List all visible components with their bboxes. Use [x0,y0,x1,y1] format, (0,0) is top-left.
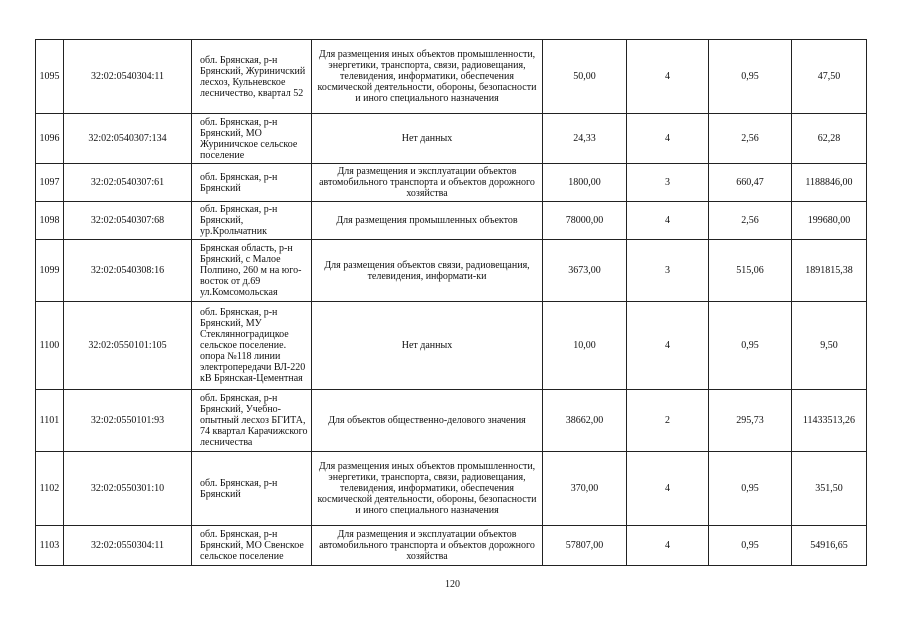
row-number: 1098 [36,202,64,240]
address-cell: обл. Брянская, р-н Брянский, Учебно-опытный лесхоз БГИТА, 74 квартал Карачижского лесничества [192,390,312,452]
purpose-cell: Для размещения объектов связи, радиовещания, телевидения, информати-ки [312,240,543,302]
cadastral-number: 32:02:0550101:105 [64,302,192,390]
area-cell: 3673,00 [543,240,627,302]
table-row [36,390,867,452]
purpose-cell: Для размещения иных объектов промышленности, энергетики, транспорта, связи, радиовещания, телевидения, информатики, обеспечения космической деятельности, обороны, безопасности и иного специального назначения [312,452,543,526]
area-cell: 78000,00 [543,202,627,240]
purpose-cell: Для размещения иных объектов промышленности, энергетики, транспорта, связи, радиовещания, телевидения, информатики, обеспечения космической деятельности, обороны, безопасности и иного специального назначения [312,40,543,114]
row-number: 1095 [36,40,64,114]
purpose-cell: Для размещения и эксплуатации объектов автомобильного транспорта и объектов дорожного хозяйства [312,164,543,202]
group-cell: 4 [627,40,709,114]
value-cell: 1891815,38 [792,240,867,302]
area-cell: 10,00 [543,302,627,390]
cadastral-number: 32:02:0550301:10 [64,452,192,526]
group-cell: 4 [627,452,709,526]
purpose-cell: Нет данных [312,302,543,390]
rate-cell: 2,56 [709,114,792,164]
table-row [36,526,867,566]
address-cell: обл. Брянская, р-н Брянский [192,452,312,526]
rate-cell: 2,56 [709,202,792,240]
cadastral-number: 32:02:0550101:93 [64,390,192,452]
group-cell: 3 [627,240,709,302]
address-cell: обл. Брянская, р-н Брянский [192,164,312,202]
row-number: 1100 [36,302,64,390]
address-cell: обл. Брянская, р-н Брянский, МО Свенское сельское поселение [192,526,312,566]
group-cell: 4 [627,202,709,240]
row-number: 1097 [36,164,64,202]
value-cell: 1188846,00 [792,164,867,202]
area-cell: 50,00 [543,40,627,114]
cadastral-number: 32:02:0550304:11 [64,526,192,566]
value-cell: 9,50 [792,302,867,390]
area-cell: 1800,00 [543,164,627,202]
rate-cell: 660,47 [709,164,792,202]
address-cell: обл. Брянская, р-н Брянский, МО Журиничское сельское поселение [192,114,312,164]
purpose-cell: Для размещения промышленных объектов [312,202,543,240]
address-cell: обл. Брянская, р-н Брянский, МУ Стеклянноградицкое сельское поселение. опора №118 линии электропередачи ВЛ-220 кВ Брянская-Цементная [192,302,312,390]
rate-cell: 0,95 [709,40,792,114]
table-row [36,202,867,240]
row-number: 1099 [36,240,64,302]
rate-cell: 515,06 [709,240,792,302]
rate-cell: 0,95 [709,452,792,526]
page-number: 120 [445,579,460,590]
purpose-cell: Для объектов общественно-делового значения [312,390,543,452]
cadastral-number: 32:02:0540307:134 [64,114,192,164]
cadastral-number: 32:02:0540304:11 [64,40,192,114]
group-cell: 3 [627,164,709,202]
row-number: 1102 [36,452,64,526]
row-number: 1103 [36,526,64,566]
address-cell: обл. Брянская, р-н Брянский, Журиничский лесхоз, Кульневское лесничество, квартал 52 [192,40,312,114]
table-row [36,164,867,202]
table-row [36,240,867,302]
rate-cell: 0,95 [709,302,792,390]
area-cell: 24,33 [543,114,627,164]
table-row [36,40,867,114]
value-cell: 47,50 [792,40,867,114]
area-cell: 370,00 [543,452,627,526]
rate-cell: 295,73 [709,390,792,452]
address-cell: Брянская область, р-н Брянский, с Малое Полпино, 260 м на юго-восток от д.69 ул.Комсомольская [192,240,312,302]
table-row [36,114,867,164]
cadastral-number: 32:02:0540307:61 [64,164,192,202]
cadastral-number: 32:02:0540308:16 [64,240,192,302]
group-cell: 4 [627,526,709,566]
value-cell: 199680,00 [792,202,867,240]
value-cell: 351,50 [792,452,867,526]
cadastral-number: 32:02:0540307:68 [64,202,192,240]
purpose-cell: Для размещения и эксплуатации объектов автомобильного транспорта и объектов дорожного хозяйства [312,526,543,566]
value-cell: 54916,65 [792,526,867,566]
table-row [36,302,867,390]
table-row [36,452,867,526]
address-cell: обл. Брянская, р-н Брянский, ур.Крольчатник [192,202,312,240]
group-cell: 4 [627,114,709,164]
value-cell: 62,28 [792,114,867,164]
row-number: 1101 [36,390,64,452]
row-number: 1096 [36,114,64,164]
value-cell: 11433513,26 [792,390,867,452]
area-cell: 38662,00 [543,390,627,452]
cadastral-table [35,39,867,566]
group-cell: 4 [627,302,709,390]
purpose-cell: Нет данных [312,114,543,164]
group-cell: 2 [627,390,709,452]
area-cell: 57807,00 [543,526,627,566]
rate-cell: 0,95 [709,526,792,566]
